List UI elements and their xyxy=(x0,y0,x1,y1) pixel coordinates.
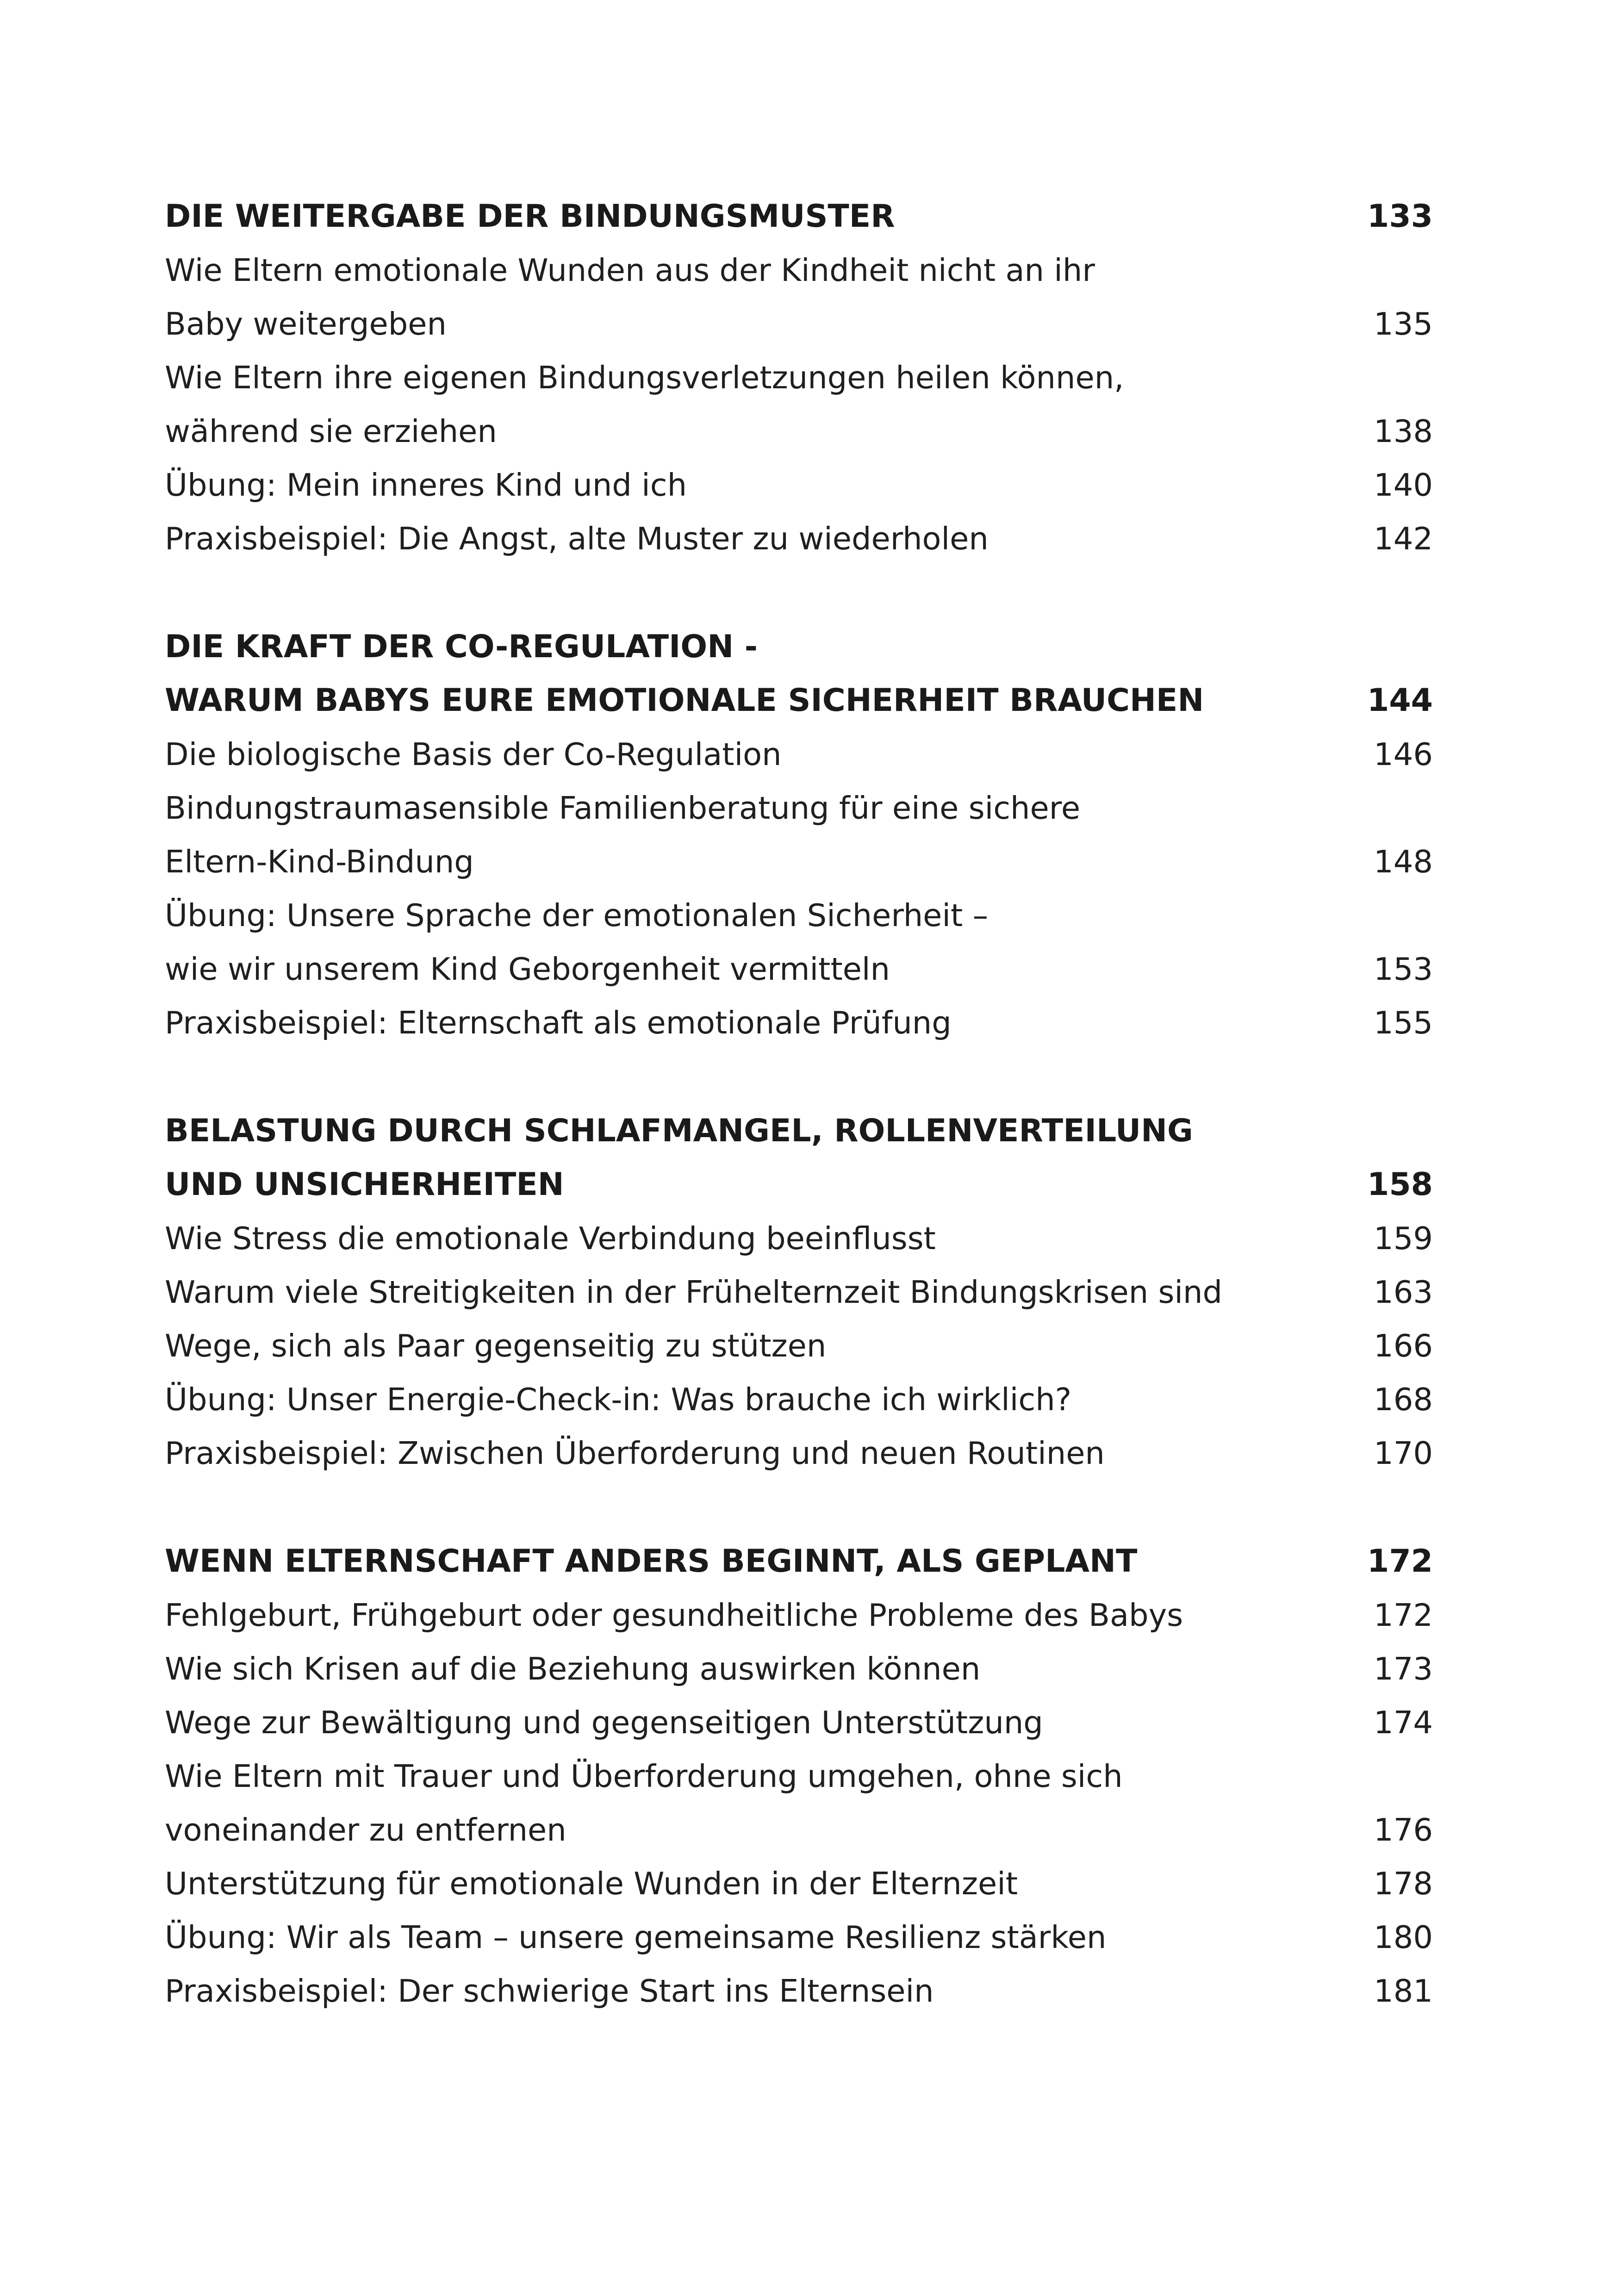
toc-entry xyxy=(165,1910,1433,1964)
toc-entry xyxy=(165,1426,1433,1480)
page-number: 170 xyxy=(1374,1435,1433,1471)
toc-entry xyxy=(165,1696,1433,1749)
page-number: 181 xyxy=(1374,1973,1433,2009)
page-number: 176 xyxy=(1374,1812,1433,1848)
page-number: 163 xyxy=(1374,1274,1433,1310)
toc-chapter-heading xyxy=(165,1158,1433,1212)
entry-title: Wie sich Krisen auf die Beziehung auswirken können xyxy=(165,1651,981,1687)
toc-entry xyxy=(165,1319,1433,1373)
toc-entry xyxy=(165,243,1433,297)
toc-section xyxy=(165,620,1433,1050)
page-number: 153 xyxy=(1374,951,1433,987)
toc-entry xyxy=(165,728,1433,781)
toc-chapter-heading xyxy=(165,1104,1433,1158)
toc-entry xyxy=(165,1964,1433,2018)
page-number: 159 xyxy=(1374,1220,1433,1257)
entry-title: Baby weitergeben xyxy=(165,306,447,342)
page-number: 172 xyxy=(1367,1543,1433,1580)
entry-title: Wie Eltern mit Trauer und Überforderung umgehen, ohne sich xyxy=(165,1758,1123,1794)
toc-entry xyxy=(165,1642,1433,1696)
entry-title: Übung: Unsere Sprache der emotionalen Sicherheit – xyxy=(165,897,989,933)
entry-title: Unterstützung für emotionale Wunden in der Elternzeit xyxy=(165,1866,1018,1902)
entry-title: Wege zur Bewältigung und gegenseitigen Unterstützung xyxy=(165,1705,1043,1741)
page-number: 146 xyxy=(1374,736,1433,772)
toc-entry xyxy=(165,1588,1433,1642)
toc-section xyxy=(165,1535,1433,2018)
toc-section xyxy=(165,190,1433,566)
entry-title: Übung: Mein inneres Kind und ich xyxy=(165,467,687,503)
page-number: 140 xyxy=(1374,467,1433,503)
toc-entry xyxy=(165,297,1433,351)
entry-title: Wie Eltern ihre eigenen Bindungsverletzungen heilen können, xyxy=(165,360,1124,396)
chapter-title: WENN ELTERNSCHAFT ANDERS BEGINNT, ALS GEPLANT xyxy=(165,1543,1138,1580)
entry-title: Wege, sich als Paar gegenseitig zu stützen xyxy=(165,1328,827,1364)
toc-entry xyxy=(165,1749,1433,1803)
entry-title: Eltern-Kind-Bindung xyxy=(165,844,474,880)
toc-entry xyxy=(165,512,1433,566)
toc-entry xyxy=(165,1265,1433,1319)
toc-chapter-heading xyxy=(165,674,1433,728)
toc-entry xyxy=(165,889,1433,942)
toc-entry xyxy=(165,1373,1433,1426)
toc-chapter-heading xyxy=(165,620,1433,674)
page-number: 172 xyxy=(1374,1597,1433,1633)
page-number: 174 xyxy=(1374,1705,1433,1741)
toc-entry xyxy=(165,458,1433,512)
page-number: 144 xyxy=(1367,682,1433,719)
section-gap xyxy=(165,1050,1433,1104)
section-gap xyxy=(165,566,1433,620)
page-number: 178 xyxy=(1374,1866,1433,1902)
table-of-contents xyxy=(165,190,1433,2018)
entry-title: Praxisbeispiel: Zwischen Überforderung und neuen Routinen xyxy=(165,1435,1105,1471)
page-number: 158 xyxy=(1367,1166,1433,1203)
chapter-title: DIE WEITERGABE DER BINDUNGSMUSTER xyxy=(165,198,895,235)
page-number: 180 xyxy=(1374,1919,1433,1955)
entry-title: Warum viele Streitigkeiten in der Frühelternzeit Bindungskrisen sind xyxy=(165,1274,1222,1310)
entry-title: Übung: Wir als Team – unsere gemeinsame Resilienz stärken xyxy=(165,1919,1107,1955)
entry-title: Praxisbeispiel: Der schwierige Start ins Elternsein xyxy=(165,1973,934,2009)
entry-title: während sie erziehen xyxy=(165,413,497,449)
toc-entry xyxy=(165,1803,1433,1857)
entry-title: Wie Eltern emotionale Wunden aus der Kindheit nicht an ihr xyxy=(165,252,1095,288)
toc-entry xyxy=(165,835,1433,889)
chapter-title: WARUM BABYS EURE EMOTIONALE SICHERHEIT BRAUCHEN xyxy=(165,682,1204,719)
page-number: 173 xyxy=(1374,1651,1433,1687)
entry-title: voneinander zu entfernen xyxy=(165,1812,566,1848)
toc-entry xyxy=(165,404,1433,458)
page-number: 142 xyxy=(1374,521,1433,557)
entry-title: Praxisbeispiel: Die Angst, alte Muster zu wiederholen xyxy=(165,521,989,557)
entry-title: Wie Stress die emotionale Verbindung beeinflusst xyxy=(165,1220,936,1257)
toc-section xyxy=(165,1104,1433,1480)
toc-entry xyxy=(165,942,1433,996)
page-number: 148 xyxy=(1374,844,1433,880)
toc-chapter-heading xyxy=(165,1535,1433,1588)
toc-entry xyxy=(165,996,1433,1050)
page-number: 133 xyxy=(1367,198,1433,235)
page-number: 155 xyxy=(1374,1005,1433,1041)
entry-title: Praxisbeispiel: Elternschaft als emotionale Prüfung xyxy=(165,1005,952,1041)
entry-title: Die biologische Basis der Co-Regulation xyxy=(165,736,782,772)
toc-chapter-heading xyxy=(165,190,1433,243)
chapter-title: DIE KRAFT DER CO-REGULATION - xyxy=(165,628,758,665)
section-gap xyxy=(165,1480,1433,1535)
entry-title: Übung: Unser Energie-Check-in: Was brauche ich wirklich? xyxy=(165,1381,1072,1418)
toc-entry xyxy=(165,1857,1433,1910)
toc-entry xyxy=(165,351,1433,404)
toc-entry xyxy=(165,1212,1433,1265)
chapter-title: UND UNSICHERHEITEN xyxy=(165,1166,564,1203)
entry-title: wie wir unserem Kind Geborgenheit vermitteln xyxy=(165,951,890,987)
page-number: 168 xyxy=(1374,1381,1433,1418)
entry-title: Fehlgeburt, Frühgeburt oder gesundheitliche Probleme des Babys xyxy=(165,1597,1183,1633)
toc-entry xyxy=(165,781,1433,835)
entry-title: Bindungstraumasensible Familienberatung für eine sichere xyxy=(165,790,1081,826)
page-number: 166 xyxy=(1374,1328,1433,1364)
page-number: 138 xyxy=(1374,413,1433,449)
chapter-title: BELASTUNG DURCH SCHLAFMANGEL, ROLLENVERTEILUNG xyxy=(165,1113,1193,1149)
page-number: 135 xyxy=(1374,306,1433,342)
